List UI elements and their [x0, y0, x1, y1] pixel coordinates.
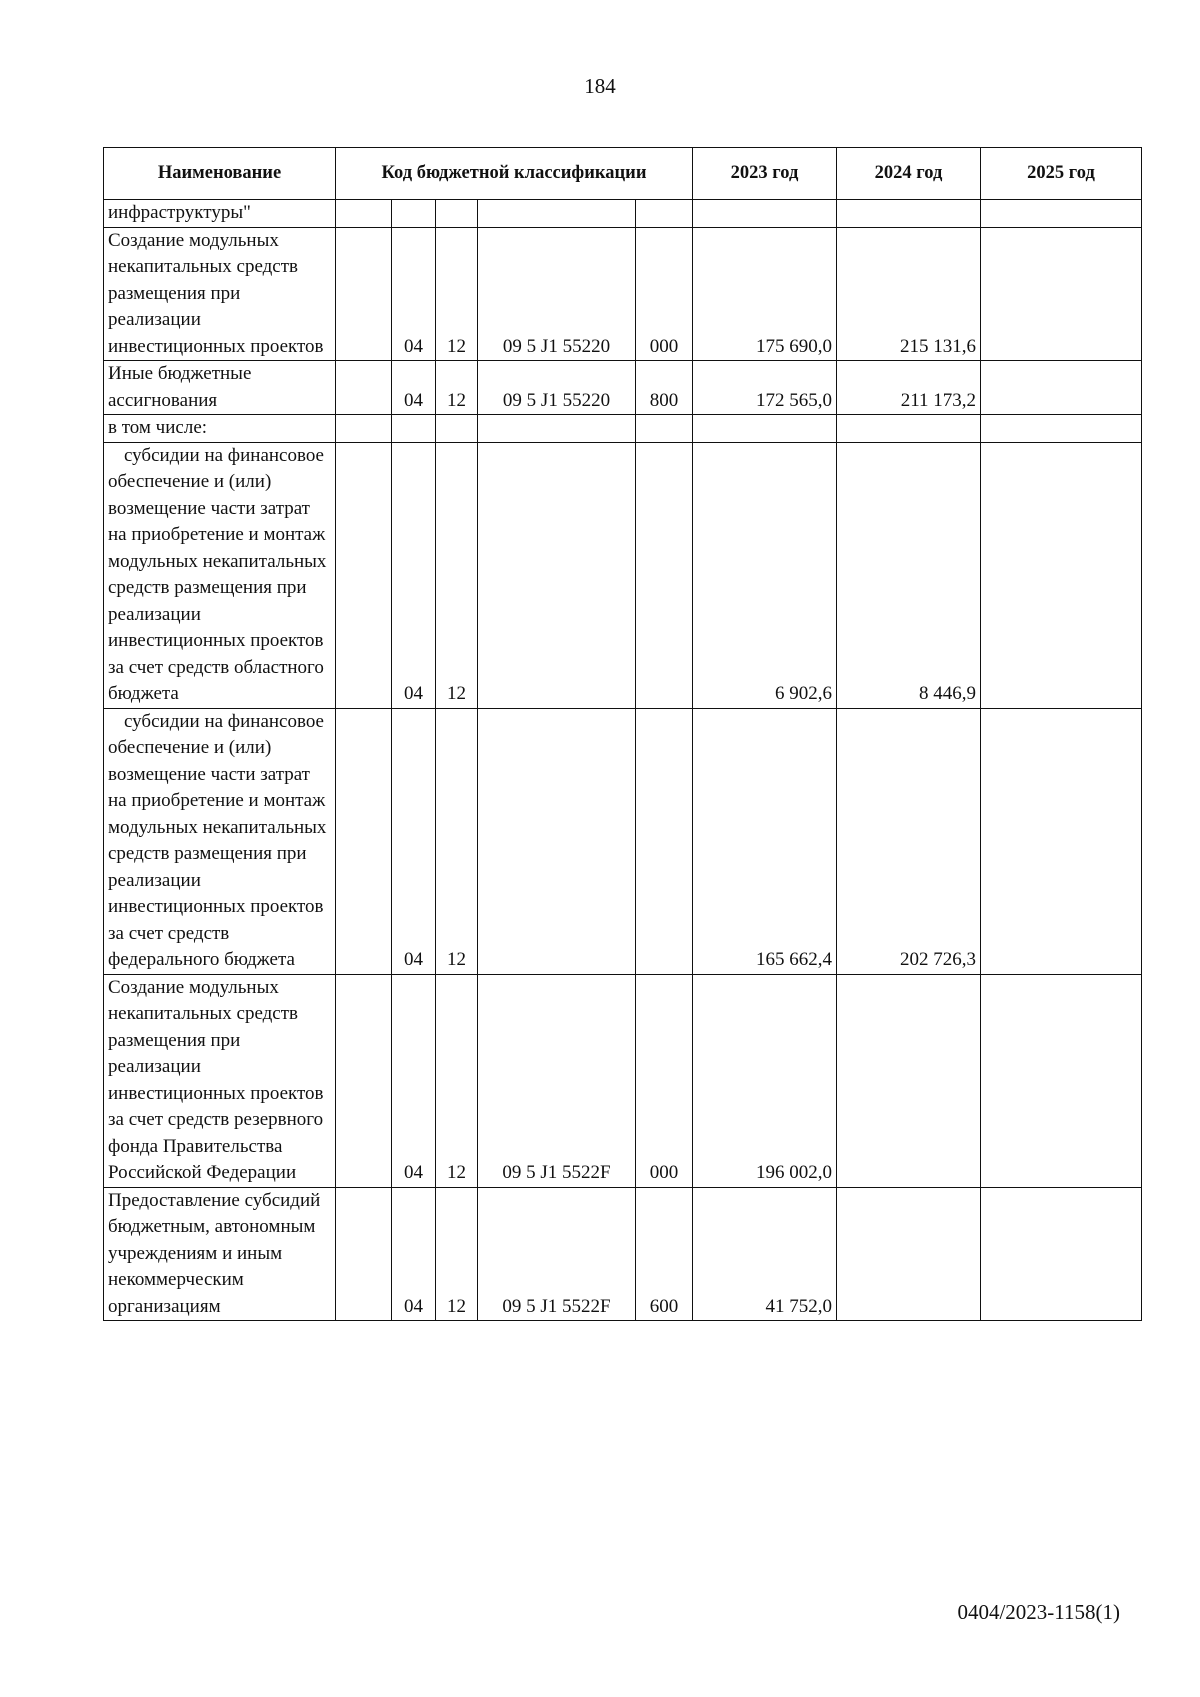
table-row: [104, 442, 1142, 708]
code-section: [392, 415, 436, 443]
code-part-1: [336, 974, 392, 1187]
value-2023: 6 902,6: [693, 442, 837, 708]
value-2025: [981, 442, 1142, 708]
code-expense-type: [636, 708, 693, 974]
table-row: [104, 708, 1142, 974]
code-expense-type: [636, 415, 693, 443]
header-code: Код бюджетной классификации: [336, 148, 693, 200]
value-2023: [693, 415, 837, 443]
value-2024: [837, 1187, 981, 1321]
code-part-1: [336, 442, 392, 708]
row-name: субсидии на финансовое обеспечение и (или) возмещение части затрат на приобретение и монтаж модульных некапитальных средств размещения при реализации инвестиционных проектов за счет средств федерального бюджета: [104, 708, 336, 974]
code-subsection: 12: [436, 974, 478, 1187]
code-section: 04: [392, 361, 436, 415]
code-expense-type: 600: [636, 1187, 693, 1321]
code-part-1: [336, 227, 392, 361]
code-part-1: [336, 1187, 392, 1321]
value-2024: 202 726,3: [837, 708, 981, 974]
row-name: Создание модульных некапитальных средств размещения при реализации инвестиционных проектов: [104, 227, 336, 361]
code-target-article: 09 5 J1 5522F: [478, 974, 636, 1187]
table-row: [104, 415, 1142, 443]
value-2024: [837, 415, 981, 443]
value-2025: [981, 974, 1142, 1187]
table-row: [104, 361, 1142, 415]
code-section: [392, 200, 436, 228]
row-name: в том числе:: [104, 415, 336, 443]
code-part-1: [336, 200, 392, 228]
code-subsection: 12: [436, 1187, 478, 1321]
value-2023: 196 002,0: [693, 974, 837, 1187]
value-2025: [981, 227, 1142, 361]
code-target-article: 09 5 J1 55220: [478, 227, 636, 361]
code-section: 04: [392, 974, 436, 1187]
budget-table: [103, 147, 1142, 1321]
code-target-article: 09 5 J1 55220: [478, 361, 636, 415]
row-name: Создание модульных некапитальных средств размещения при реализации инвестиционных проектов за счет средств резервного фонда Правительства Российской Федерации: [104, 974, 336, 1187]
code-target-article: [478, 442, 636, 708]
code-part-1: [336, 361, 392, 415]
value-2023: 165 662,4: [693, 708, 837, 974]
code-target-article: [478, 708, 636, 974]
value-2025: [981, 415, 1142, 443]
row-name: Предоставление субсидий бюджетным, автономным учреждениям и иным некоммерческим организациям: [104, 1187, 336, 1321]
code-part-1: [336, 415, 392, 443]
document-id: 0404/2023-1158(1): [957, 1600, 1120, 1624]
code-target-article: 09 5 J1 5522F: [478, 1187, 636, 1321]
code-expense-type: 000: [636, 227, 693, 361]
code-expense-type: 800: [636, 361, 693, 415]
value-2025: [981, 1187, 1142, 1321]
code-subsection: 12: [436, 227, 478, 361]
code-subsection: 12: [436, 708, 478, 974]
value-2025: [981, 361, 1142, 415]
code-subsection: 12: [436, 442, 478, 708]
table-row: [104, 227, 1142, 361]
page-number: 184: [584, 74, 616, 98]
row-name: инфраструктуры": [104, 200, 336, 228]
code-subsection: 12: [436, 361, 478, 415]
value-2023: 175 690,0: [693, 227, 837, 361]
value-2023: [693, 200, 837, 228]
header-row: [104, 148, 1142, 200]
row-name: Иные бюджетные ассигнования: [104, 361, 336, 415]
table-row: [104, 1187, 1142, 1321]
code-section: 04: [392, 442, 436, 708]
value-2024: [837, 974, 981, 1187]
code-expense-type: [636, 442, 693, 708]
header-name: Наименование: [104, 148, 336, 200]
code-expense-type: 000: [636, 974, 693, 1187]
code-expense-type: [636, 200, 693, 228]
value-2024: 8 446,9: [837, 442, 981, 708]
value-2024: 211 173,2: [837, 361, 981, 415]
value-2025: [981, 200, 1142, 228]
value-2023: 41 752,0: [693, 1187, 837, 1321]
code-target-article: [478, 415, 636, 443]
value-2023: 172 565,0: [693, 361, 837, 415]
code-subsection: [436, 200, 478, 228]
code-part-1: [336, 708, 392, 974]
code-section: 04: [392, 227, 436, 361]
value-2025: [981, 708, 1142, 974]
value-2024: 215 131,6: [837, 227, 981, 361]
header-2023: 2023 год: [693, 148, 837, 200]
table-row: [104, 200, 1142, 228]
header-2024: 2024 год: [837, 148, 981, 200]
code-section: 04: [392, 708, 436, 974]
code-subsection: [436, 415, 478, 443]
header-2025: 2025 год: [981, 148, 1142, 200]
table-row: [104, 974, 1142, 1187]
code-target-article: [478, 200, 636, 228]
value-2024: [837, 200, 981, 228]
code-section: 04: [392, 1187, 436, 1321]
row-name: субсидии на финансовое обеспечение и (или) возмещение части затрат на приобретение и монтаж модульных некапитальных средств размещения при реализации инвестиционных проектов за счет средств областного бюджета: [104, 442, 336, 708]
